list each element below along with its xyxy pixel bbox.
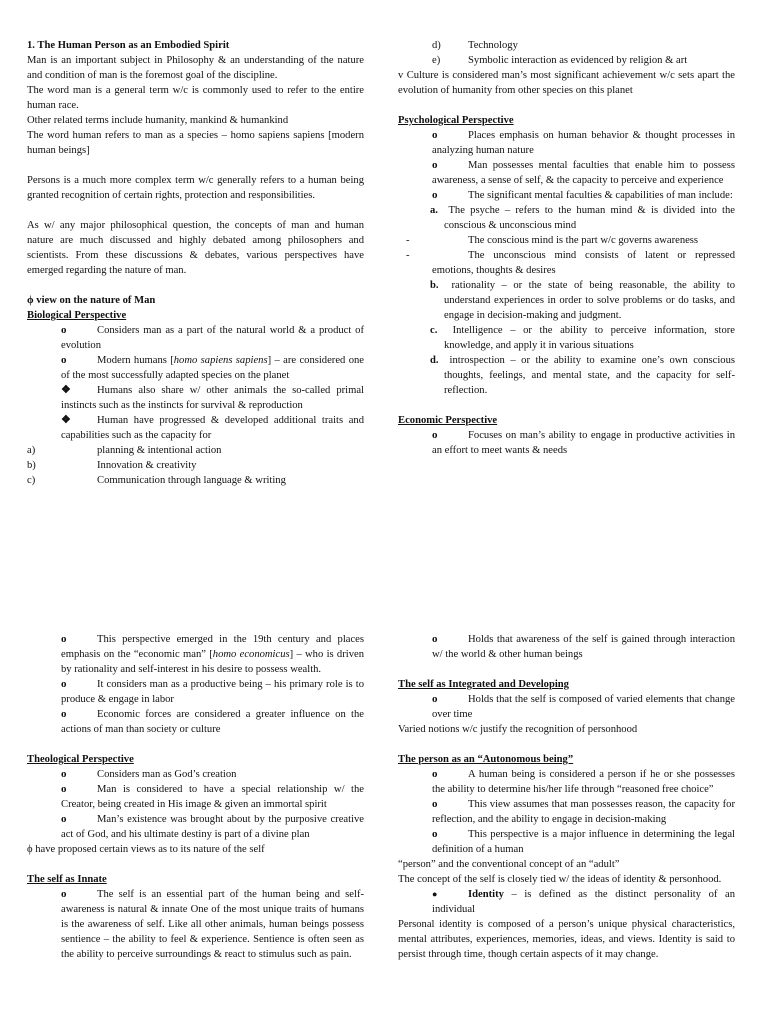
bullet-circle-icon: o <box>432 159 438 171</box>
paragraph: Man is an important subject in Philosophy & an understanding of the nature and condition of man is the foremost goal of the discipline. <box>27 55 364 81</box>
list-item: o Focuses on man’s ability to engage in productive activities in an effort to meet wants & needs <box>432 429 735 456</box>
list-item: d. introspection – or the ability to examine one’s own conscious thoughts, feelings, and mental state, and the capacity for self-reflection. <box>430 355 735 396</box>
list-item: d) Technology <box>432 40 518 51</box>
bullet-circle-icon: o <box>61 768 67 780</box>
list-item: o A human being is considered a person if he or she possesses the ability to determine his/her life through “reasoned free choice” <box>432 768 735 795</box>
list-item: o Holds that awareness of the self is gained through interaction w/ the world & other human beings <box>432 633 735 660</box>
heading-biological: Biological Perspective <box>27 310 127 321</box>
list-item: ❖ Humans also share w/ other animals the so-called primal instincts such as the instincts for survival & reproduction <box>61 384 364 411</box>
list-item: o Considers man as a part of the natural world & a product of evolution <box>61 324 364 351</box>
phi-icon: ϕ <box>27 295 34 306</box>
heading-autonomous: The person as an “Autonomous being” <box>398 754 574 765</box>
v-bullet-icon: v <box>398 70 404 81</box>
heading-psychological: Psychological Perspective <box>398 115 514 126</box>
list-item: b) Innovation & creativity <box>27 460 197 471</box>
bullet-diamond-icon: ❖ <box>61 384 71 396</box>
heading-theological: Theological Perspective <box>27 754 134 765</box>
right-column-bottom <box>398 632 735 962</box>
bullet-dot-icon: ● <box>432 889 438 899</box>
bullet-circle-icon: o <box>432 828 438 840</box>
bullet-circle-icon: o <box>432 129 438 141</box>
list-item: ● Identity – is defined as the distinct personality of an individual <box>432 889 735 915</box>
list-item: o Man’s existence was brought about by the purposive creative act of God, and his ultimate destiny is part of a divine plan <box>61 813 364 840</box>
list-item: e) Symbolic interaction as evidenced by religion & art <box>432 55 688 66</box>
phi-icon: ϕ <box>27 844 33 855</box>
bullet-circle-icon: o <box>61 354 67 366</box>
list-item: o Man is considered to have a special relationship w/ the Creator, being created in His image & given an immortal spirit <box>61 783 364 810</box>
bullet-circle-icon: o <box>61 888 67 900</box>
list-item: o Economic forces are considered a greater influence on the actions of man than society or culture <box>61 708 364 735</box>
paragraph: Persons is a much more complex term w/c generally refers to a human being granted recognition of certain rights, protection and responsibilities. <box>27 175 364 201</box>
section-title: 1. The Human Person as an Embodied Spirit <box>27 40 230 51</box>
list-item: a) planning & intentional action <box>27 445 222 456</box>
bullet-diamond-icon: ❖ <box>61 414 71 426</box>
dash-icon: - <box>406 235 410 246</box>
list-item: c. Intelligence – or the ability to perceive information, store knowledge, and apply it in various situations <box>430 325 735 351</box>
list-item: o Man possesses mental faculties that enable him to possess awareness, a sense of self, & the capacity to perceive and experience <box>432 159 735 186</box>
list-item: o The self is an essential part of the human being and self- awareness is natural & innate One of the most unique traits of humans is the awareness of self. Like all other animals, human beings possess sentience – the ability to feel & experience. Sentience is often seen as the ability to perceive surroundings & react to stimulus such as pain. <box>61 888 364 960</box>
bullet-circle-icon: o <box>61 708 67 720</box>
list-item: o It considers man as a productive being – his primary role is to produce & engage in labor <box>61 678 364 705</box>
paragraph: The word human refers to man as a species – homo sapiens sapiens [modern human beings] <box>27 130 364 156</box>
paragraph: “person” and the conventional concept of an “adult” <box>398 859 620 870</box>
list-item: - The unconscious mind consists of latent or repressed emotions, thoughts & desires <box>406 250 735 276</box>
bullet-circle-icon: o <box>432 693 438 705</box>
bullet-circle-icon: o <box>61 678 67 690</box>
bullet-circle-icon: o <box>61 633 67 645</box>
list-item: o Places emphasis on human behavior & thought processes in analyzing human nature <box>432 129 735 156</box>
list-item: - The conscious mind is the part w/c governs awareness <box>406 235 699 246</box>
paragraph: The concept of the self is closely tied w/ the ideas of identity & personhood. <box>398 874 722 885</box>
paragraph: The word man is a general term w/c is commonly used to refer to the entire human race. <box>27 85 364 111</box>
bullet-circle-icon: o <box>432 798 438 810</box>
list-item: o This perspective is a major influence in determining the legal definition of a human <box>432 828 735 855</box>
left-column-bottom <box>27 632 364 962</box>
left-column-top <box>27 38 364 488</box>
heading-self-innate: The self as Innate <box>27 874 107 885</box>
list-item: c) Communication through language & writing <box>27 475 286 486</box>
list-item: o The significant mental faculties & capabilities of man include: <box>432 189 733 201</box>
heading-economic: Economic Perspective <box>398 415 498 426</box>
paragraph: v Culture is considered man’s most significant achievement w/c sets apart the evolution of humanity from other species on this planet <box>398 70 735 96</box>
list-item: o This perspective emerged in the 19th century and places emphasis on the “economic man” [homo economicus] – who is driven by rationality and self-interest in his desire to possess wealth. <box>61 633 364 675</box>
paragraph: Varied notions w/c justify the recognition of personhood <box>398 724 638 735</box>
list-item: ❖ Human have progressed & developed additional traits and capabilities such as the capacity for <box>61 414 364 441</box>
bullet-circle-icon: o <box>432 429 438 441</box>
bullet-circle-icon: o <box>432 768 438 780</box>
subheading: ϕ view on the nature of Man <box>27 295 156 306</box>
bullet-circle-icon: o <box>61 324 67 336</box>
list-item: o Modern humans [homo sapiens sapiens] – are considered one of the most successfully adapted species on the planet <box>61 354 364 381</box>
list-item: a. The psyche – refers to the human mind & is divided into the conscious & unconscious mind <box>430 205 736 231</box>
bullet-circle-icon: o <box>432 189 438 201</box>
list-item: b. rationality – or the state of being reasonable, the ability to understand experiences in order to solve problems or do tasks, and engage in decision-making and judgment. <box>430 280 735 321</box>
heading-self-integrated: The self as Integrated and Developing <box>398 679 569 690</box>
right-column-top <box>398 38 735 458</box>
list-item: o Holds that the self is composed of varied elements that change over time <box>432 693 735 720</box>
paragraph: ϕ have proposed certain views as to its nature of the self <box>27 844 265 855</box>
bullet-circle-icon: o <box>61 783 67 795</box>
paragraph: Other related terms include humanity, mankind & humankind <box>27 115 289 126</box>
dash-icon: - <box>406 250 410 261</box>
list-item: o Considers man as God’s creation <box>61 768 237 780</box>
paragraph: As w/ any major philosophical question, the concepts of man and human nature are much discussed and highly debated among philosophers and scientists. From these discussions & debates, various perspectives have emerged regarding the nature of man. <box>27 220 364 276</box>
list-item: o This view assumes that man possesses reason, the capacity for reflection, and the ability to engage in decision-making <box>432 798 735 825</box>
bullet-circle-icon: o <box>432 633 438 645</box>
bullet-circle-icon: o <box>61 813 67 825</box>
paragraph: Personal identity is composed of a person’s unique physical characteristics, mental attributes, experiences, memories, ideas, and views. Identity is said to persist through time, though certain aspects of it may change. <box>398 919 735 960</box>
